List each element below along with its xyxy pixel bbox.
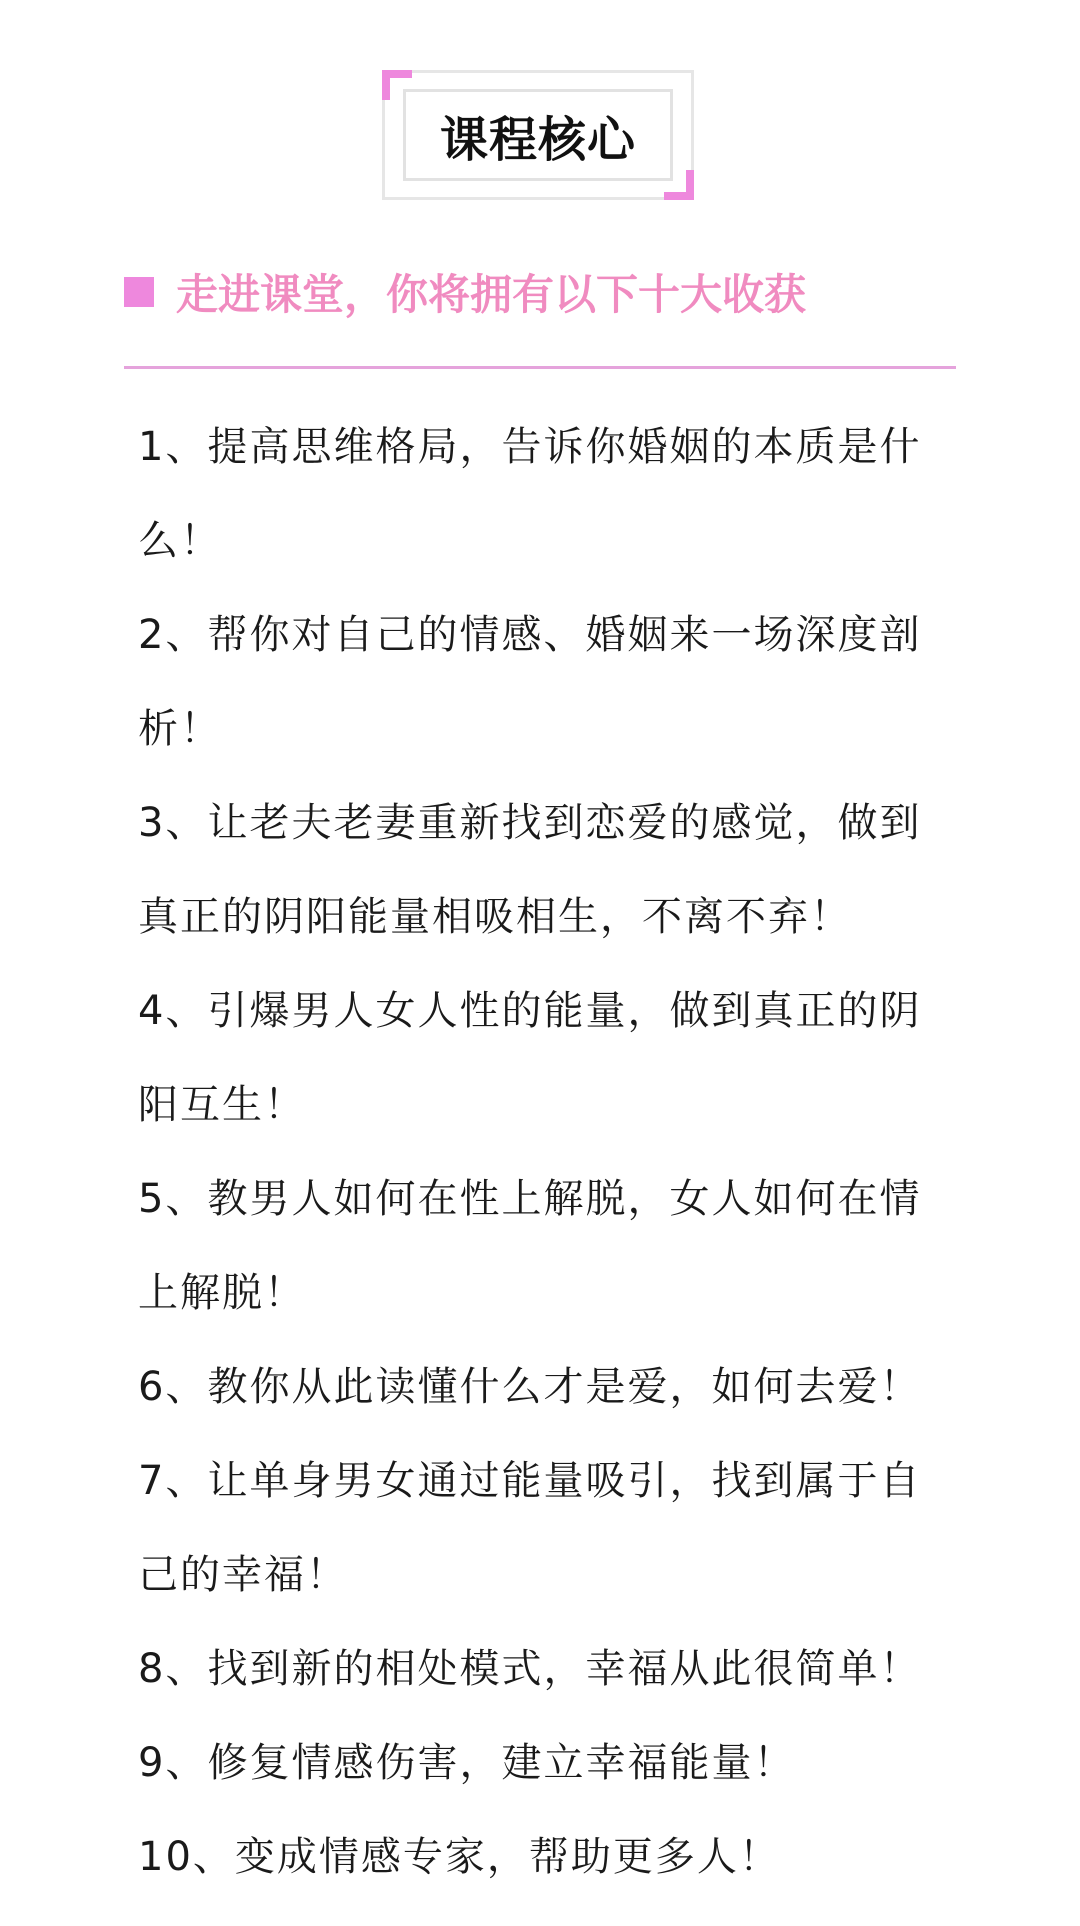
benefit-item: 9、修复情感伤害，建立幸福能量！ [138, 1740, 796, 1786]
benefit-item: 5、教男人如何在性上解脱，女人如何在情上解脱！ [138, 1176, 922, 1316]
section-divider [124, 366, 956, 369]
benefit-item: 7、让单身男女通过能量吸引，找到属于自己的幸福！ [138, 1458, 922, 1598]
section-subtitle: 走进课堂，你将拥有以下十大收获 [176, 270, 807, 319]
benefit-item: 8、找到新的相处模式，幸福从此很简单！ [138, 1646, 922, 1692]
pink-square-bullet-icon [124, 277, 154, 307]
page-title: 课程核心 [439, 111, 636, 168]
benefit-item: 4、引爆男人女人性的能量，做到真正的阴阳互生！ [138, 988, 922, 1128]
section-subtitle-row [124, 262, 806, 322]
title-inner-frame [403, 89, 673, 181]
benefit-list [138, 400, 948, 1904]
benefit-item: 10、变成情感专家，帮助更多人！ [138, 1834, 781, 1880]
benefit-item: 1、提高思维格局，告诉你婚姻的本质是什么！ [138, 424, 922, 564]
title-box [382, 70, 694, 200]
benefit-item: 6、教你从此读懂什么才是爱，如何去爱！ [138, 1364, 922, 1410]
benefit-item: 2、帮你对自己的情感、婚姻来一场深度剖析！ [138, 612, 922, 752]
benefit-item: 3、让老夫老妻重新找到恋爱的感觉，做到真正的阴阳能量相吸相生，不离不弃！ [138, 800, 922, 940]
